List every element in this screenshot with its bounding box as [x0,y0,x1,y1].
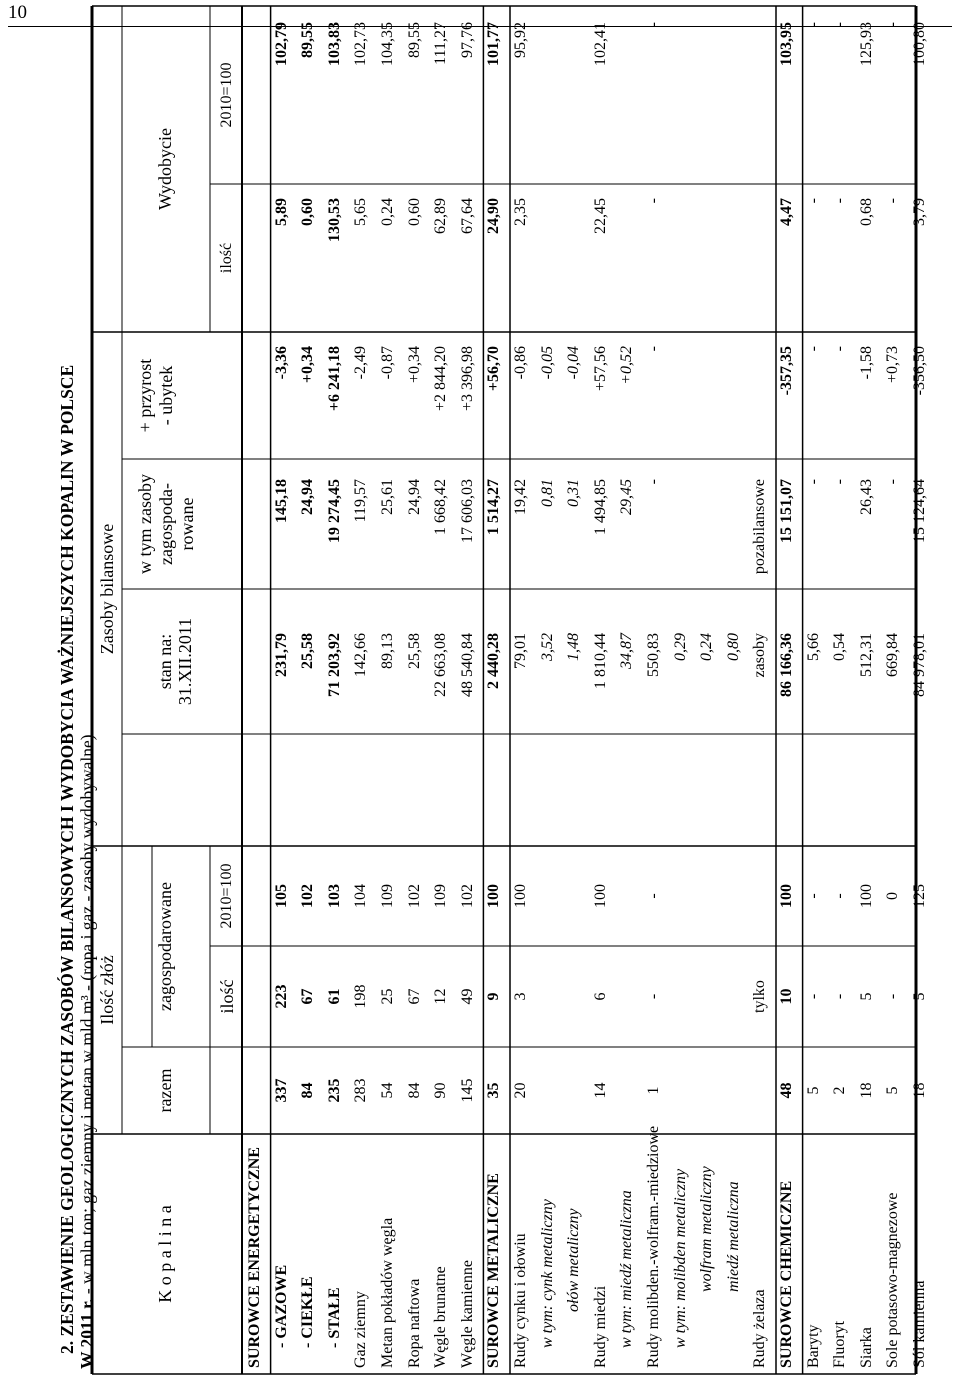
row-value: 89,13 [379,633,396,669]
row-value: 2,35 [512,198,529,226]
row-value: -2,49 [352,346,370,380]
row-label: Fluoryt [831,1320,849,1368]
header-w-tym-zasoby: w tym zasoby [135,474,155,574]
row-value: - [831,479,849,485]
row-label: Węgle brunatne [432,1266,450,1368]
row-value: 104 [352,884,370,908]
row-value: 512,31 [857,633,875,677]
row-value: 84 [405,1082,423,1099]
row-label: - CIEKŁE [299,1276,317,1348]
row-value: +3 396,98 [458,346,476,412]
header-index-2010: 2010=100 [218,863,235,929]
row-value: 0,54 [831,633,849,661]
header-wydobycie: Wydobycie [155,128,175,210]
row-value: 0 [884,892,902,900]
row-label: Ropa naftowa [405,1278,423,1368]
row-value: - [645,993,662,1000]
row-value: 125,93 [857,22,875,66]
row-value: 102,41 [591,22,609,66]
row-value: 26,43 [857,479,875,515]
row-label: Metan pokładów węgla [379,1217,396,1368]
row-value: - [804,22,822,28]
row-value: 337 [272,1078,290,1103]
row-value: 5,89 [272,198,290,226]
row-value: 9 [485,992,503,1001]
row-value: 198 [352,984,370,1009]
row-value: -3,36 [272,346,290,380]
row-value: 10 [778,988,795,1005]
row-value: 20 [512,1082,529,1099]
row-label: Rudy miedzi [591,1285,609,1368]
row-value: - [645,479,662,485]
row-value: 1 494,85 [591,479,609,535]
row-value: 223 [272,984,290,1009]
row-value: zasoby [751,633,769,678]
row-value: 109 [379,884,396,908]
row-value: 67,64 [458,198,476,234]
row-label: wolfram metaliczny [698,1166,716,1292]
row-value: tylko [751,980,769,1013]
row-value: - [645,346,662,352]
row-value: - [831,22,849,28]
row-value: 18 [857,1082,875,1099]
row-value: 25 [379,988,396,1005]
row-value: - [645,22,662,28]
row-value: - [804,993,822,1000]
row-label: Rudy cynku i ołowiu [512,1233,529,1368]
row-label: SUROWCE ENERGETYCZNE [246,1147,263,1368]
row-label: ołów metaliczny [565,1208,583,1312]
header-ilosc: ilość [217,979,237,1014]
row-value: - [884,479,902,485]
row-value: 100 [857,884,875,908]
row-value: 101,77 [485,22,503,66]
row-value: 0,81 [538,479,556,507]
row-value: 0,24 [379,198,396,226]
row-label: Sole potasowo-magnezowe [884,1192,902,1368]
row-value: 12 [432,988,450,1005]
row-value: - [645,893,662,899]
header-wydobycie-index: 2010=100 [218,62,235,128]
row-label: w tym: miedź metaliczna [618,1190,636,1348]
row-value: 0,68 [857,198,875,226]
row-value: +6 241,18 [325,346,343,412]
row-value: 90 [432,1082,450,1099]
row-value: -356,50 [911,346,928,396]
row-value: 0,31 [565,479,583,507]
row-value: 145,18 [272,479,290,523]
row-value: 130,53 [325,198,343,242]
row-label: SUROWCE CHEMICZNE [778,1180,795,1368]
header-stan-na: stan na: [155,633,175,690]
row-value: -0,86 [512,346,529,380]
row-label: w tym: molibden metaliczny [671,1168,689,1348]
row-value: - [831,993,849,1000]
row-value: 5 [911,992,928,1001]
row-label: Baryty [804,1324,822,1368]
row-value: - [884,993,902,1000]
row-value: 1 [645,1086,662,1095]
row-value: 71 203,92 [325,633,343,697]
row-value: 89,55 [405,22,423,58]
header-ilosc-zloz: Ilość złóż [97,955,117,1025]
row-value: 35 [485,1082,503,1099]
row-value: - [831,346,849,352]
row-value: 5 [804,1086,822,1095]
row-value: - [804,893,822,899]
header-zagospoda: zagospoda- [156,483,176,565]
row-value: 84 978,01 [911,633,928,697]
row-value: 1 668,42 [432,479,450,535]
row-label: Rudy żelaza [751,1289,769,1368]
title-year: W 2011 r. [77,1298,97,1369]
row-value: 61 [325,988,343,1005]
row-value: 6 [591,992,609,1001]
row-value: 1,48 [565,633,583,661]
header-przyrost: + przyrost [135,358,155,433]
row-label: Węgle kamienne [458,1260,476,1368]
row-value: 97,76 [458,22,476,58]
row-value: 54 [379,1082,396,1099]
row-value: -0,05 [538,346,556,380]
row-value: 283 [352,1078,370,1103]
row-value: - [884,22,902,28]
row-value: 102,73 [352,22,370,66]
row-value: 102 [299,884,317,908]
row-value: - [884,198,902,204]
row-value: 15 151,07 [778,479,795,543]
row-value: 19 274,45 [325,479,343,543]
row-value: 105 [272,884,290,908]
row-label: Sól kamienna [911,1280,928,1368]
row-value: 1 810,44 [591,633,609,689]
row-value: 100 [512,884,529,908]
row-value: 22,45 [591,198,609,234]
row-value: 669,84 [884,633,902,677]
row-label: miedź metaliczna [724,1181,742,1292]
row-value: +2 844,20 [432,346,450,412]
row-value: 109 [432,884,450,908]
row-value: 0,60 [299,198,317,226]
row-value: 3,79 [911,198,928,226]
row-value: - [804,479,822,485]
row-value: 5 [884,1086,902,1095]
row-value: 25,58 [299,633,317,669]
row-value: 0,24 [698,633,716,661]
row-value: 550,83 [645,633,662,677]
row-value: 14 [591,1082,609,1099]
row-value: - [645,198,662,204]
header-kopalina: K o p a l i n a [155,1205,175,1303]
row-value: pozabilansowe [751,479,769,575]
row-value: +0,52 [618,346,636,385]
row-value: -0,87 [379,346,396,380]
row-value: 19,42 [512,479,529,515]
row-value: 5 [857,992,875,1001]
row-value: 67 [405,988,423,1005]
row-value: 15 124,64 [911,479,928,543]
row-value: +0,73 [884,346,902,384]
header-ubytek: - ubytek [156,365,176,426]
row-label: w tym: cynk metaliczny [538,1199,556,1348]
row-value: -1,58 [857,346,875,380]
row-value: 119,57 [352,479,370,523]
row-value: 5,65 [352,198,370,226]
row-value: -0,04 [565,346,583,380]
row-value: 48 [778,1082,795,1099]
row-value: 79,01 [512,633,529,669]
row-value: 24,94 [405,479,423,515]
row-value: 29,45 [618,479,636,515]
row-value: 100 [485,884,503,908]
header-zagospodarowane: zagospodarowane [155,882,175,1011]
row-value: 142,66 [352,633,370,677]
row-value: 25,61 [379,479,396,515]
header-stan-na-date: 31.XII.2011 [175,617,195,706]
row-value: 235 [325,1078,343,1103]
row-value: - [804,198,822,204]
row-value: +0,34 [299,346,317,384]
row-value: 231,79 [272,633,290,677]
row-value: 100,80 [911,22,928,66]
row-label: SUROWCE METALICZNE [485,1173,503,1368]
row-value: 34,87 [618,633,636,669]
header-zasoby-bilansowe: Zasoby bilansowe [97,523,117,655]
row-value: 100 [778,884,795,908]
row-value: - [831,198,849,204]
row-value: 89,55 [299,22,317,58]
row-label: Siarka [857,1327,875,1368]
row-value: 86 166,36 [778,633,795,697]
row-value: 49 [458,988,476,1005]
row-value: 4,47 [778,198,795,226]
row-value: 102 [458,884,476,908]
row-value: 0,80 [724,633,742,661]
row-value: +57,56 [591,346,609,392]
row-value: 111,27 [432,22,450,65]
row-value: 0,60 [405,198,423,226]
row-label: Rudy molibden.-wolfram.-miedziowe [645,1125,662,1368]
row-value: 104,35 [379,22,396,66]
row-value: 102 [405,884,423,908]
page-number: 10 [8,2,27,23]
row-value: 25,58 [405,633,423,669]
title-line-1: 2. ZESTAWIENIE GEOLOGICZNYCH ZASOBÓW BILANSOWYCH I WYDOBYCIA WAŻNIEJSZYCH KOPALIN W POLSCE [57,364,77,1354]
row-value: 0,29 [671,633,689,661]
row-value: 17 606,03 [458,479,476,543]
row-value: 3,52 [538,633,556,661]
row-value: 48 540,84 [458,633,476,697]
row-value: - [831,893,849,899]
row-label: - GAZOWE [272,1264,290,1348]
row-value: 145 [458,1078,476,1103]
row-value: 125 [911,884,928,908]
row-value: 3 [512,992,529,1001]
row-value: 103 [325,884,343,908]
header-razem: razem [155,1068,175,1113]
row-value: 103,95 [778,22,795,66]
title-units: - w mln ton; gaz ziemny i metan w mld m³ - (ropa i gaz - zasoby wydobywalne) [77,734,97,1299]
row-value: 102,79 [272,22,290,66]
row-value: 18 [911,1082,928,1099]
row-label: Gaz ziemny [352,1291,370,1368]
row-value: 2 [831,1086,849,1095]
row-value: 95,92 [512,22,529,58]
header-wydobycie-ilosc: ilość [218,242,235,274]
row-value: +56,70 [485,346,503,392]
row-value: 103,83 [325,22,343,66]
row-value: -357,35 [778,346,795,396]
row-value: 100 [591,884,609,908]
header-rowane: rowane [177,497,197,551]
row-value: 2 440,28 [485,633,503,689]
row-value: +0,34 [405,346,423,384]
row-value: 62,89 [432,198,450,234]
row-label: - STAŁE [325,1287,343,1348]
row-value: 1 514,27 [485,479,503,535]
row-value: 5,66 [804,633,822,661]
row-value: 24,94 [299,479,317,515]
row-value: - [804,346,822,352]
row-value: 24,90 [485,198,503,234]
row-value: 22 663,08 [432,633,450,697]
row-value: 67 [299,988,317,1005]
row-value: 84 [299,1082,317,1099]
